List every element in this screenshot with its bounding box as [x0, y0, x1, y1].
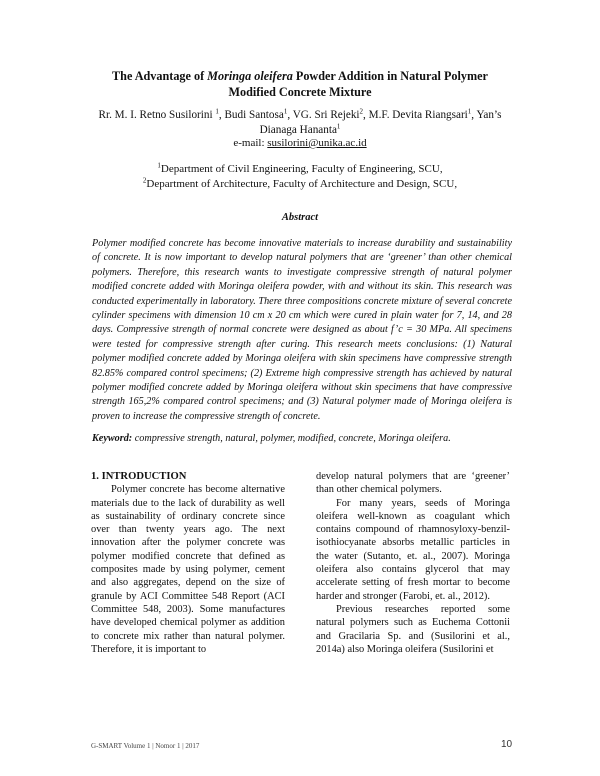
page-number: 10	[501, 739, 513, 750]
author-list: Rr. M. I. Retno Susilorini $^1$, Budi Santosa$^1$, VG. Sri Rejeki$^2$, M.F. Devita Riangsari$^1$, Yan’s Dianaga Hananta$^1$	[98, 107, 502, 136]
body-column-right	[316, 470, 510, 656]
affiliation-1: $^1$Department of Civil Engineering, Faculty of Engineering, SCU,	[157, 161, 443, 175]
body-column-left	[91, 470, 285, 656]
abstract-body: Polymer modified concrete has become innovative materials to increase durability and sustainability of concrete. It is now important to develop natural polymers that are ‘greener’ than other chemical polymers. Therefore, this research wants to investigate compressive strength of natural polymer modified concrete added with Moringa oleifera powder, with and without its skin. This research was conducted experimentally in laboratory. There three compositions concrete mixture of several concrete cylinder specimens with dimension 10 cm x 20 cm which were cured in plain water for 7, 14, and 28 days. Compressive strength of normal concrete were designed as about f’c = 30 MPa. All specimens were tested for compressive strength after curing. This research meets conclusions: (1) Natural polymer modified concrete added by Moringa oleifera with skin specimens have compressive strength 82.85% compared control specimens; (2) Extreme high compressive strength has achieved by natural polymer modified concrete added by Moringa oleifera without skin specimens that have compressive strength 165,2% compared control specimens; and (3) Natural polymer made of Moringa oleifera is proven to increase the compressive strength of concrete.	[92, 238, 512, 422]
keywords: Keyword: compressive strength, natural, polymer, modified, concrete, Moringa oleifera.	[92, 433, 451, 444]
section-heading-introduction: 1. INTRODUCTION	[91, 471, 187, 482]
abstract-heading: Abstract	[281, 212, 319, 223]
paper-title: The Advantage of Moringa oleifera Powder Addition in Natural Polymer Modified Concrete Mixture	[112, 69, 488, 99]
contact-email: e-mail: susilorini@unika.ac.id	[233, 137, 367, 149]
email-link[interactable]: susilorini@unika.ac.id	[267, 137, 367, 149]
journal-footer: G-SMART Volume 1 | Nomor 1 | 2017	[91, 742, 200, 750]
affiliations	[80, 162, 520, 191]
paragraph: Polymer concrete has become alternative materials due to the lack of durability as well as sustainability of ordinary concrete since over than twenty years ago. The next innovation after the polymer concrete was polymer modified concrete that defined as composites made by using polymer, cement and also aggregates, depend on the size of granule by ACI Committee 548 Report (ACI Committee 548, 2003). Some manufactures have developed chemical polymer as addition to concrete mix rather than natural polymer. Therefore, it is important to	[91, 484, 285, 655]
paragraph: develop natural polymers that are ‘greener’ than other chemical polymers.	[316, 471, 510, 496]
paragraph: Previous researches reported some natural polymers such as Euchema Cottonii and Gracilaria Sp. and (Susilorini et al., 2014a) also Moringa oleifera (Susilorini et	[316, 603, 510, 655]
affiliation-2: $^2$Department of Architecture, Faculty of Architecture and Design, SCU,	[142, 175, 458, 190]
paragraph: For many years, seeds of Moringa oleifera well-known as coagulant which contains compound of rhamnosyloxy-benzil-isothiocyanate absorbs metallic particles in the water (Sutanto, et. al., 2007). Moringa oleifera also contains glycerol that may accelerate setting of fresh mortar to become harder and stronger (Farobi, et. al., 2012).	[316, 497, 510, 602]
